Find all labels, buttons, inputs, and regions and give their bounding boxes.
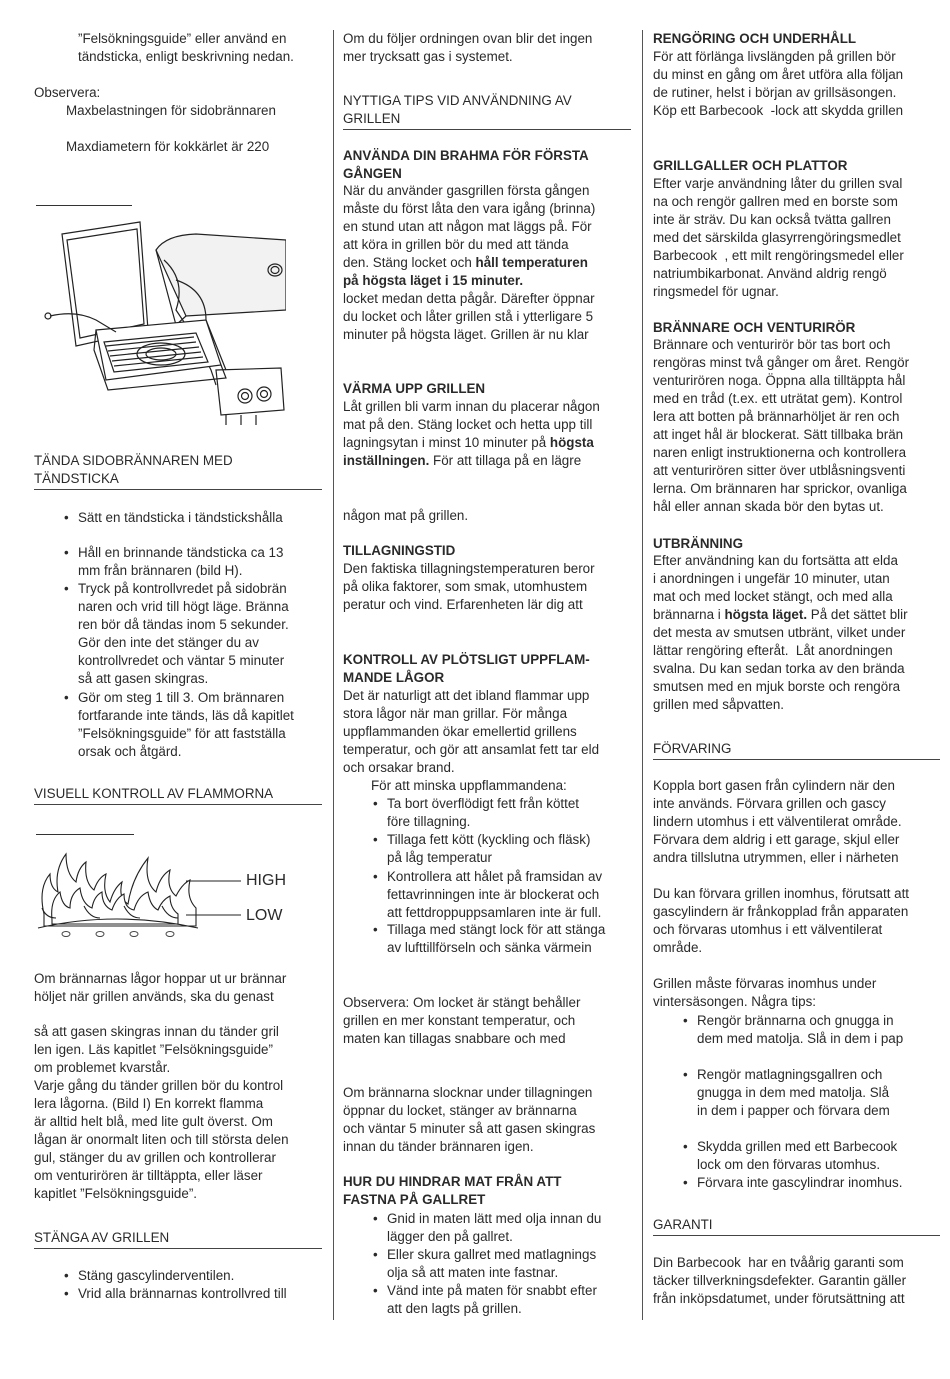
varma-paragraph-end: någon mat på grillen.	[343, 508, 469, 523]
section-heading-tanda: TÄNDA SIDOBRÄNNAREN MED TÄNDSTICKA	[34, 452, 322, 490]
tid-paragraph: Den faktiska tillagningstemperaturen beror på olika faktorer, som smak, utomhustem peratur och vind. Erfarenheten lär dig att	[343, 561, 595, 612]
garanti-paragraph: Din Barbecook har en tvåårig garanti som täcker tillverkningsdefekter. Garantin gäller från inköpsdatumet, under förutsättning att	[653, 1255, 907, 1306]
forvaring-paragraph-2: Du kan förvara grillen inomhus, förutsatt att gascylindern är frånkopplad från apparaten och förvaras utomhus i ett välventilerat område.	[653, 886, 910, 955]
list-item-forvaring-2: • Rengör matlagningsgallren och gnugga in dem med matolja. Slå in dem i papper och förvara dem	[697, 1066, 890, 1120]
list-item-fastna-3: • Vänd inte på maten för snabbt efter att den lagts på grillen.	[387, 1282, 597, 1318]
section-heading-garanti: GARANTI	[653, 1216, 940, 1236]
utbranning-paragraph: Efter användning kan du fortsätta att elda i anordningen i ungefär 10 minuter, utan mat och med locket stängt, och med alla brännarna i högsta läget. På det sättet blir det mesta av smutsen utbränt, vilket under lättar rengöring efteråt. Låt anordningen svalna. Du kan sedan torka av den brända smutsen med en mjuk borste och rengöra grillen med såpvatten.	[653, 553, 908, 712]
varma-paragraph: Låt grillen bli varm innan du placerar någon mat på den. Stäng locket och hetta upp till lagningsytan i minst 10 minuter på högsta inställningen. För att tillaga på en lägre	[343, 399, 600, 468]
heading-galler: GRILLGALLER OCH PLATTOR	[653, 158, 848, 173]
anvanda-bold-line: på högsta läget i 15 minuter.	[343, 273, 524, 288]
flame-label-high: HIGH	[246, 872, 286, 889]
list-item-tanda-4: • Gör om steg 1 till 3. Om brännaren fortfarande inte tänds, läs då kapitlet ”Felsökningsguide” för att fastställa orsak och åtgärd.	[78, 689, 294, 761]
list-item-kontroll-2: • Tillaga fett kött (kyckling och fläsk) på låg temperatur	[387, 831, 590, 867]
heading-anvanda: ANVÄNDA DIN BRAHMA FÖR FÖRSTA GÅNGEN	[343, 148, 589, 181]
column-divider-1	[333, 30, 334, 1320]
flame-label-low: LOW	[246, 907, 283, 924]
list-item-stanga-2: • Vrid alla brännarnas kontrollvred till	[78, 1285, 287, 1303]
list-item-kontroll-1: • Ta bort överflödigt fett från köttet före tillagning.	[387, 795, 579, 831]
figure-caption-line-2	[36, 834, 134, 835]
observera-paragraph: Observera: Om locket är stängt behåller grillen en mer konstant temperatur, och maten kan tillagas snabbare och med	[343, 995, 581, 1046]
heading-brannare: BRÄNNARE OCH VENTURIRÖR	[653, 320, 856, 335]
heading-fastna: HUR DU HINDRAR MAT FRÅN ATT FASTNA PÅ GALLRET	[343, 1174, 562, 1207]
max-load-text: Maxbelastningen för sidobrännaren	[66, 103, 276, 118]
galler-paragraph: Efter varje användning låter du grillen sval na och rengör gallren med en borste som inte är sträv. Du kan också tvätta gallren med det särskilda glasyrrengöringsmedlet Barbecook , ett milt rengöringsmedel eller natriumbikarbonat. Använd aldrig rengö ringsmedel för ugnar.	[653, 176, 904, 299]
list-item-fastna-2: • Eller skura gallret med matlagnings olja så att maten inte fastnar.	[387, 1246, 596, 1282]
heading-utbranning: UTBRÄNNING	[653, 536, 744, 551]
forvaring-paragraph-3: Grillen måste förvaras inomhus under vintersäsongen. Några tips:	[653, 976, 877, 1009]
heading-tid: TILLAGNINGSTID	[343, 543, 456, 558]
section-heading-stanga: STÄNGA AV GRILLEN	[34, 1229, 322, 1249]
section-heading-forvaring: FÖRVARING	[653, 740, 940, 760]
heading-rengoring: RENGÖRING OCH UNDERHÅLL	[653, 31, 857, 46]
flame-paragraph-1: Om brännarnas lågor hoppar ut ur brännar höljet när grillen används, ska du genast	[34, 971, 287, 1004]
list-item-kontroll-3: • Kontrollera att hålet på framsidan av fettavrinningen inte är blockerat och att fettdroppuppsamlaren inte är full.	[387, 868, 602, 922]
brannare-paragraph: Brännare och venturirör bör tas bort och rengöras minst två gånger om året. Rengör venturirören noga. Öppna alla tilltäppta hål med en tråd (t.ex. ett uträtat gem). Kontrol lera att botten på brännarhöljet är ren och att inget hål är blockerat. Sätt tillbaka brän naren enligt instruktionerna och kontrollera att venturirören sitter över utblåsningsventi lerna. Om brännaren har sprickor, ovanliga hål eller annan skada bör den bytas ut.	[653, 337, 910, 514]
heading-kontroll: KONTROLL AV PLÖTSLIGT UPPFLAM- MANDE LÅGOR	[343, 652, 590, 685]
order-paragraph: Om du följer ordningen ovan blir det ingen mer trycksatt gas i systemet.	[343, 31, 593, 64]
figure-caption-line	[36, 205, 132, 206]
anvanda-paragraph-b: locket medan detta pågår. Därefter öppnar du locket och låter grillen stå i ytterligare 5 minuter på högsta läget. Grillen är nu klar	[343, 291, 595, 342]
observera-label: Observera:	[34, 85, 101, 100]
forvaring-paragraph-1: Koppla bort gasen från cylindern när den inte används. Förvara grillen och gascy lindern utomhus i ett välventilerat område. Förvara dem aldrig i ett garage, skjul eller andra tillslutna utrymmen, eller i närheten	[653, 778, 902, 865]
list-item-forvaring-4: • Förvara inte gascylindrar inomhus.	[697, 1174, 902, 1192]
list-item-kontroll-4: • Tillaga med stängt lock för att stänga av lufttillförseln och sänka värmein	[387, 921, 605, 957]
list-item-tanda-2: • Håll en brinnande tändsticka ca 13 mm från brännaren (bild H).	[78, 544, 283, 580]
list-item-tanda-1: • Sätt en tändsticka i tändstickshålla	[78, 509, 283, 527]
section-heading-visuell: VISUELL KONTROLL AV FLAMMORNA	[34, 785, 322, 805]
kontroll-paragraph: Det är naturligt att det ibland flammar upp stora lågor när man grillar. För många uppflammanden ökar emellertid grillens temperatur, och gör att ansamlat fett tar eld och orsakar brand.	[343, 688, 600, 775]
heading-varma: VÄRMA UPP GRILLEN	[343, 381, 486, 396]
rengoring-paragraph: För att förlänga livslängden på grillen bör du minst en gång om året utföra alla följan de rutiner, helst i början av grillsäsongen. Köp ett Barbecook -lock att skydda grillen	[653, 49, 904, 118]
max-diameter-text: Maxdiametern för kokkärlet är 220	[66, 139, 270, 154]
flames-illustration	[36, 848, 246, 943]
section-heading-tips: NYTTIGA TIPS VID ANVÄNDNING AV GRILLEN	[343, 92, 631, 130]
intro-text: ”Felsökningsguide” eller använd en tändsticka, enligt beskrivning nedan.	[78, 31, 294, 64]
anvanda-paragraph-a: När du använder gasgrillen första gången måste du först låta den vara igång (brinna) en stund utan att någon mat läggs på. För att köra in grillen bör du med att tända den. Stäng locket och håll temperaturen	[343, 183, 596, 270]
list-item-fastna-1: • Gnid in maten lätt med olja innan du lägger den på gallret.	[387, 1210, 601, 1246]
list-item-stanga-1: • Stäng gascylinderventilen.	[78, 1267, 234, 1285]
list-item-forvaring-1: • Rengör brännarna och gnugga in dem med matolja. Slå in dem i pap	[697, 1012, 903, 1048]
list-item-tanda-3: • Tryck på kontrollvredet på sidobrän naren och vrid till högt läge. Bränna ren bör då tändas inom 5 sekunder. Gör den inte det stänger du av kontrollvredet och väntar 5 minuter så att gasen skingras.	[78, 580, 289, 688]
side-burner-illustration	[36, 220, 286, 425]
slocknar-paragraph: Om brännarna slocknar under tillagningen öppnar du locket, stänger av brännarna och väntar 5 minuter så att gasen skingras innan du tänder brännaren igen.	[343, 1085, 596, 1154]
flame-paragraph-2: så att gasen skingras innan du tänder gril len igen. Läs kapitlet ”Felsökningsguide” om problemet kvarstår. Varje gång du tänder grillen bör du kontrol lera lågorna. (Bild I) En korrekt flamma är alltid helt blå, med lite gult överst. Om lågan är onormalt liten och till största delen gul, stänger du av grillen och kontrollerar om venturirören är tilltäppta, eller läser kapitlet ”Felsökningsguide”.	[34, 1024, 289, 1201]
list-item-forvaring-3: • Skydda grillen med ett Barbecook lock om den förvaras utomhus.	[697, 1138, 897, 1174]
column-divider-2	[642, 30, 643, 1320]
minska-label: För att minska uppflammandena:	[371, 778, 567, 793]
